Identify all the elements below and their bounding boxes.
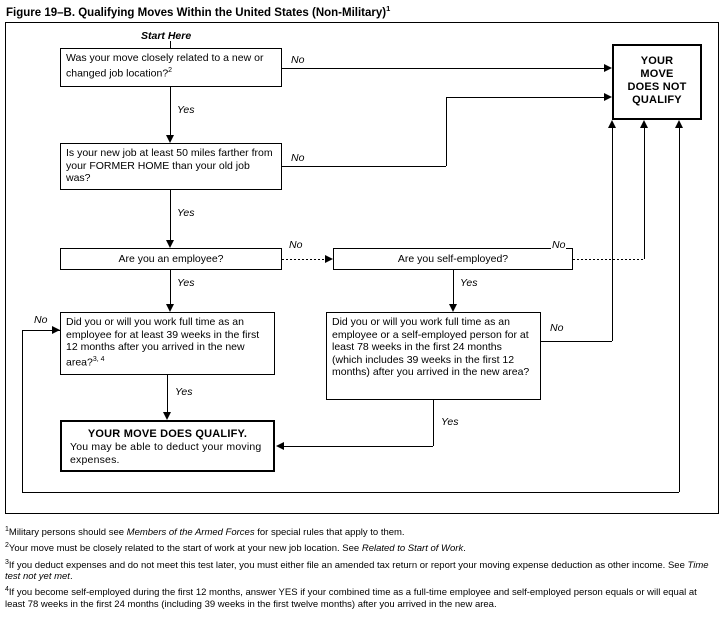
question-box-are-you-self-employed-text: Are you self-employed? bbox=[397, 253, 509, 265]
figure-title bbox=[6, 4, 390, 19]
connector-q4-yes bbox=[453, 270, 454, 304]
footnote-4 bbox=[5, 584, 719, 610]
start-here-label: Start Here bbox=[141, 30, 192, 42]
question-box-time-test-employee-footnote-marker: 3, 4 bbox=[92, 355, 105, 363]
question-box-time-test-employee bbox=[60, 312, 275, 375]
arrow-q3-yes bbox=[166, 304, 174, 312]
arrow-q4-no bbox=[640, 120, 648, 128]
question-box-distance-test bbox=[60, 143, 282, 190]
footnote-1-num: 1 bbox=[5, 526, 9, 533]
question-box-time-test-self-employed-text: Did you or will you work full time as an employee or a self-employed person for at least 78 weeks in the first 24 months (which includes 39 weeks in the first 12 months) after you arrived in the new area? bbox=[332, 316, 530, 378]
arrow-q3-no bbox=[325, 255, 333, 263]
figure-title-prefix: Figure 19–B. bbox=[6, 6, 76, 19]
footnote-2 bbox=[5, 540, 719, 555]
arrow-bottom-to-not-qualify bbox=[675, 120, 683, 128]
result-box-move-qualifies bbox=[60, 420, 275, 472]
footnote-1-italic: Members of the Armed Forces bbox=[126, 527, 255, 539]
footnote-3-italic: Time test not yet met bbox=[5, 559, 709, 583]
footnote-3-pre: If you deduct expenses and do not meet this test later, you must either file an amended tax return or report your moving expense deduction as other income. See bbox=[8, 559, 688, 571]
footnote-2-post: . bbox=[463, 543, 466, 555]
footnote-3-num: 3 bbox=[5, 558, 9, 566]
arrow-q1-yes bbox=[166, 135, 174, 143]
label-q4-yes: Yes bbox=[460, 277, 478, 289]
footnote-4-num: 4 bbox=[5, 586, 9, 594]
footnote-2-pre: Your move must be closely related to the start of work at your new job location. See bbox=[8, 543, 362, 555]
arrow-q2-yes bbox=[166, 240, 174, 248]
arrow-q6-no bbox=[608, 120, 616, 128]
connector-q6-no-v bbox=[612, 128, 613, 341]
connector-q5-no-v bbox=[22, 330, 23, 492]
connector-q2-no-h bbox=[282, 166, 446, 167]
connector-q3-no bbox=[282, 259, 325, 260]
connector-q6-yes-h bbox=[284, 446, 433, 447]
figure-title-text: Qualifying Moves Within the United States (Non-Military) bbox=[78, 6, 387, 19]
footnote-2-italic: Related to Start of Work bbox=[361, 543, 464, 555]
connector-q3-yes bbox=[170, 270, 171, 304]
footnote-1-post: for special rules that apply to them. bbox=[254, 527, 405, 539]
question-box-move-related-footnote-marker: 2 bbox=[168, 66, 173, 74]
label-q5-yes: Yes bbox=[175, 386, 193, 398]
result-box-move-qualifies-detail: You may be able to deduct your moving expenses. bbox=[70, 441, 262, 466]
connector-bottom-right-v bbox=[679, 128, 680, 492]
footnotes bbox=[5, 524, 719, 612]
arrow-q1-no bbox=[604, 64, 612, 72]
footnote-1 bbox=[5, 524, 719, 539]
result-box-not-qualify-line3: DOES NOT bbox=[627, 81, 687, 93]
connector-q5-yes bbox=[167, 375, 168, 412]
label-q3-yes: Yes bbox=[177, 277, 195, 289]
figure-title-footnote-marker: 1 bbox=[386, 4, 391, 13]
question-box-time-test-self-employed bbox=[326, 312, 541, 400]
arrow-q4-yes bbox=[449, 304, 457, 312]
footnote-3-post: . bbox=[69, 571, 73, 583]
arrow-q6-yes bbox=[276, 442, 284, 450]
arrow-q2-no bbox=[604, 93, 612, 101]
result-box-move-qualifies-title: YOUR MOVE DOES QUALIFY. bbox=[87, 428, 248, 440]
connector-q1-no bbox=[282, 68, 610, 69]
connector-q2-no-h2 bbox=[446, 97, 610, 98]
connector-q6-yes-v bbox=[433, 400, 434, 446]
arrow-q5-yes bbox=[163, 412, 171, 420]
footnote-3 bbox=[5, 557, 719, 583]
result-box-not-qualify-line2: MOVE bbox=[640, 68, 674, 80]
footnote-1-pre: Military persons should see bbox=[8, 527, 127, 539]
result-box-move-does-not-qualify bbox=[612, 44, 702, 120]
footnote-2-num: 2 bbox=[5, 542, 9, 550]
connector-bottom-h bbox=[22, 492, 679, 493]
result-box-not-qualify-line1: YOUR bbox=[640, 55, 674, 67]
connector-q4-no-h bbox=[573, 259, 644, 260]
arrow-q5-no bbox=[52, 326, 60, 334]
question-box-are-you-employee-text: Are you an employee? bbox=[118, 253, 224, 265]
question-box-time-test-employee-text: Did you or will you work full time as an employee for at least 39 weeks in the first 12 months after you arrived in the new area? bbox=[66, 316, 260, 368]
question-box-are-you-self-employed bbox=[333, 248, 573, 270]
label-q2-yes: Yes bbox=[177, 207, 195, 219]
connector-q2-no-v bbox=[446, 97, 447, 166]
label-q6-no: No bbox=[550, 322, 564, 334]
result-box-not-qualify-line4: QUALIFY bbox=[632, 94, 682, 106]
connector-q6-no-h bbox=[541, 341, 612, 342]
question-box-are-you-employee bbox=[60, 248, 282, 270]
label-q1-no: No bbox=[291, 54, 305, 66]
question-box-move-related bbox=[60, 48, 282, 87]
label-q3-no: No bbox=[289, 239, 303, 251]
connector-q2-yes bbox=[170, 190, 171, 240]
question-box-distance-test-text: Is your new job at least 50 miles farther from your FORMER HOME than your old job was? bbox=[66, 147, 273, 184]
label-q2-no: No bbox=[291, 152, 305, 164]
question-box-move-related-text: Was your move closely related to a new or changed job location? bbox=[66, 52, 264, 79]
label-q5-no: No bbox=[34, 314, 48, 326]
connector-q4-no-v bbox=[644, 128, 645, 259]
footnote-4-pre: If you become self-employed during the first 12 months, answer YES if your combined time as a full-time employee and self-employed person equals or will equal at least 78 weeks in the first 24 months (including 39 weeks in the first twelve months) after you arrived in the new area. bbox=[5, 587, 697, 611]
label-q4-no: No bbox=[552, 239, 566, 251]
label-q1-yes: Yes bbox=[177, 104, 195, 116]
label-q6-yes: Yes bbox=[441, 416, 459, 428]
connector-start-to-q1 bbox=[170, 41, 171, 48]
connector-q1-yes bbox=[170, 87, 171, 135]
